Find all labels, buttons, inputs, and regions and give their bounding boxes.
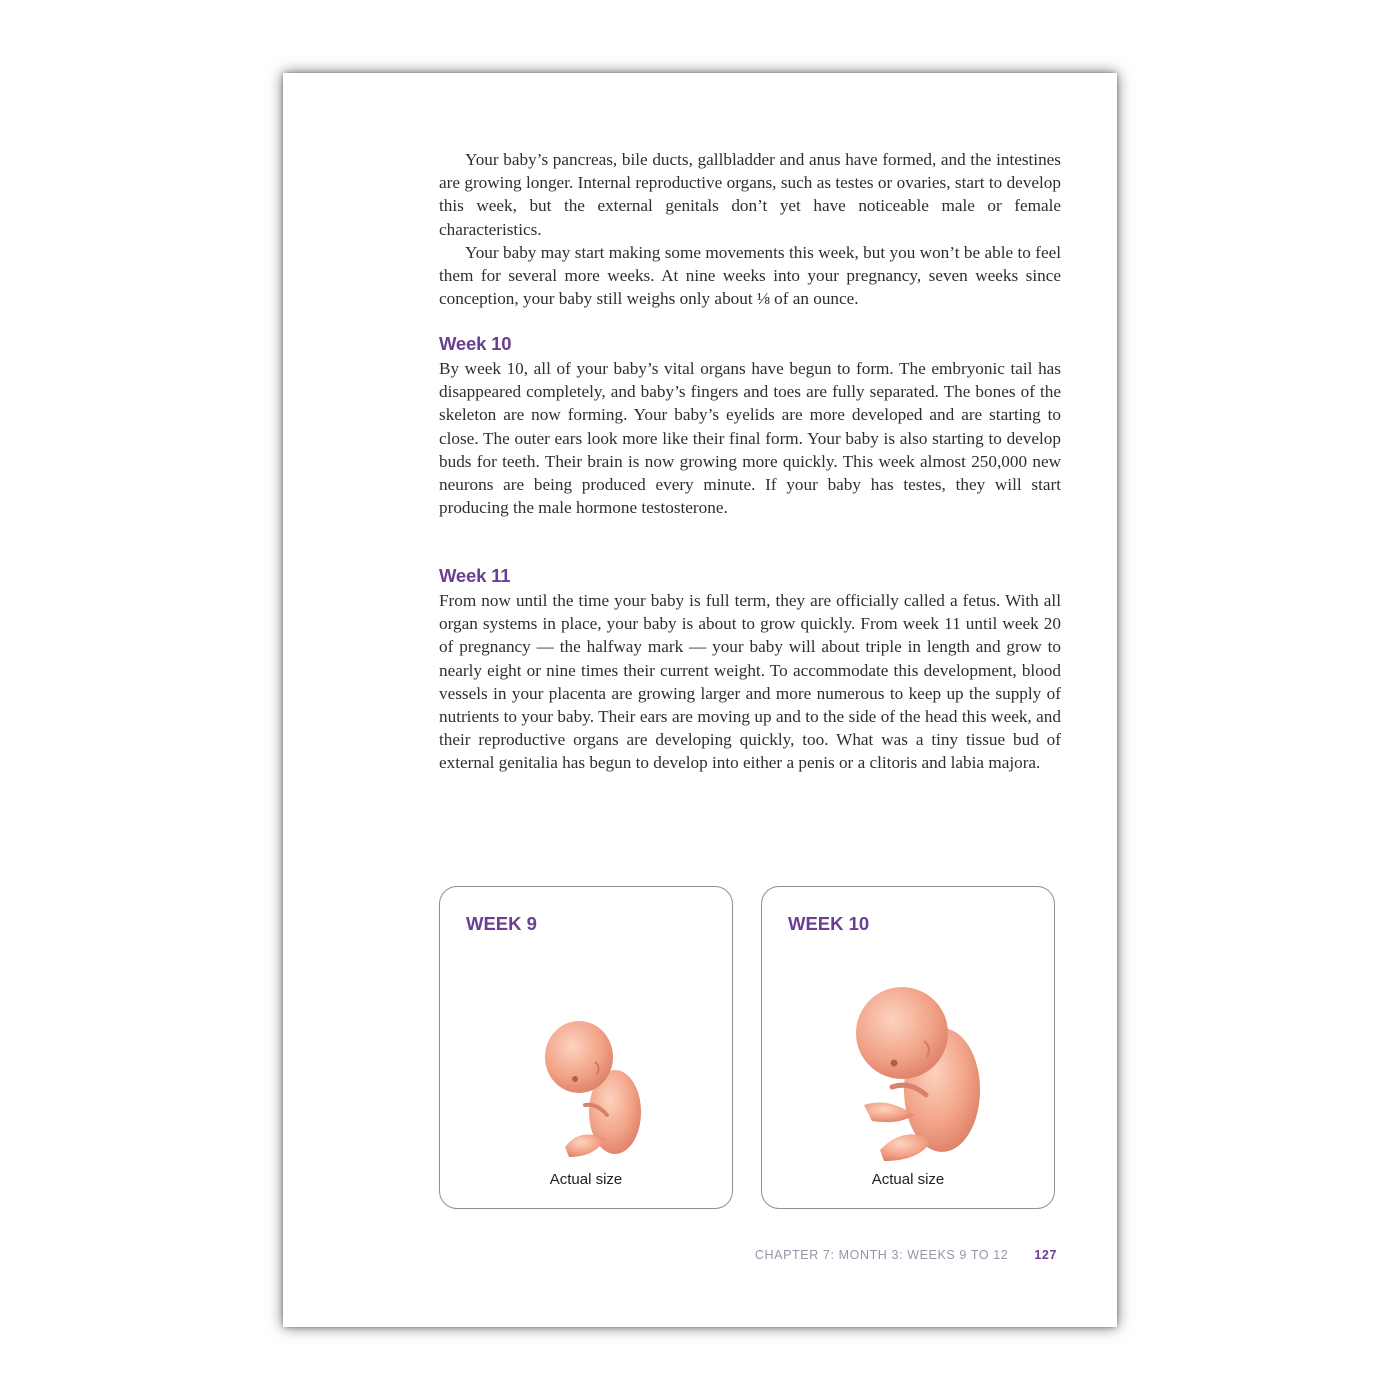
week-11-heading: Week 11 (439, 565, 511, 586)
week-10-paragraph: By week 10, all of your baby’s vital organs have begun to form. The embryonic tail has disappeared completely, and baby’s fingers and toes are fully separated. The bones of the skeleton are now forming. Your baby’s eyelids are more developed and are starting to close. The outer ears look more like their final form. Your baby is also starting to develop buds for teeth. Their brain is now growing more quickly. This week almost 250,000 new neurons are being produced every minute. If your baby has testes, they will start producing the male hormone testosterone. (439, 359, 1061, 518)
week-10-card (761, 886, 1055, 1209)
week-9-card (439, 886, 733, 1209)
intro-paragraph-2: Your baby may start making some movements this week, but you won’t be able to feel them for several more weeks. At nine weeks into your pregnancy, seven weeks since conception, your baby still weighs only about ⅛ of an ounce. (439, 242, 1061, 309)
intro-paragraph-1: Your baby’s pancreas, bile ducts, gallbladder and anus have formed, and the intestines are growing longer. Internal reproductive organs, such as testes or ovaries, start to develop this week, but the external genitals don’t yet have noticeable male or female characteristics. (439, 150, 1061, 239)
book-page (283, 73, 1117, 1327)
week-10-text (439, 357, 1061, 519)
week-9-caption: Actual size (549, 1171, 623, 1188)
intro-text (439, 148, 1061, 310)
week-9-card-title: WEEK 9 (466, 913, 537, 934)
week-10-heading: Week 10 (439, 333, 512, 354)
week-10-embryo-illustration (844, 975, 994, 1170)
week-11-paragraph: From now until the time your baby is full term, they are officially called a fetus. With all organ systems in place, your baby is about to grow quickly. From week 11 until week 20 of pregnancy — the halfway mark — your baby will about triple in length and grow to nearly eight or nine times their current weight. To accommodate this development, blood vessels in your placenta are growing larger and more numerous to keep up the supply of nutrients to your baby. Their ears are moving up and to the side of the head this week, and their reproductive organs are developing quickly, too. What was a tiny tissue bud of external genitalia has begun to develop into either a penis or a clitoris and labia majora. (439, 591, 1061, 773)
page-footer (755, 1248, 1057, 1262)
chapter-title: CHAPTER 7: MONTH 3: WEEKS 9 TO 12 (754, 1248, 1009, 1262)
week-9-embryo-illustration (535, 1007, 655, 1167)
week-10-caption: Actual size (871, 1171, 945, 1188)
page-number: 127 (1034, 1248, 1057, 1262)
week-10-card-title: WEEK 10 (788, 913, 870, 934)
week-11-text (439, 589, 1061, 775)
